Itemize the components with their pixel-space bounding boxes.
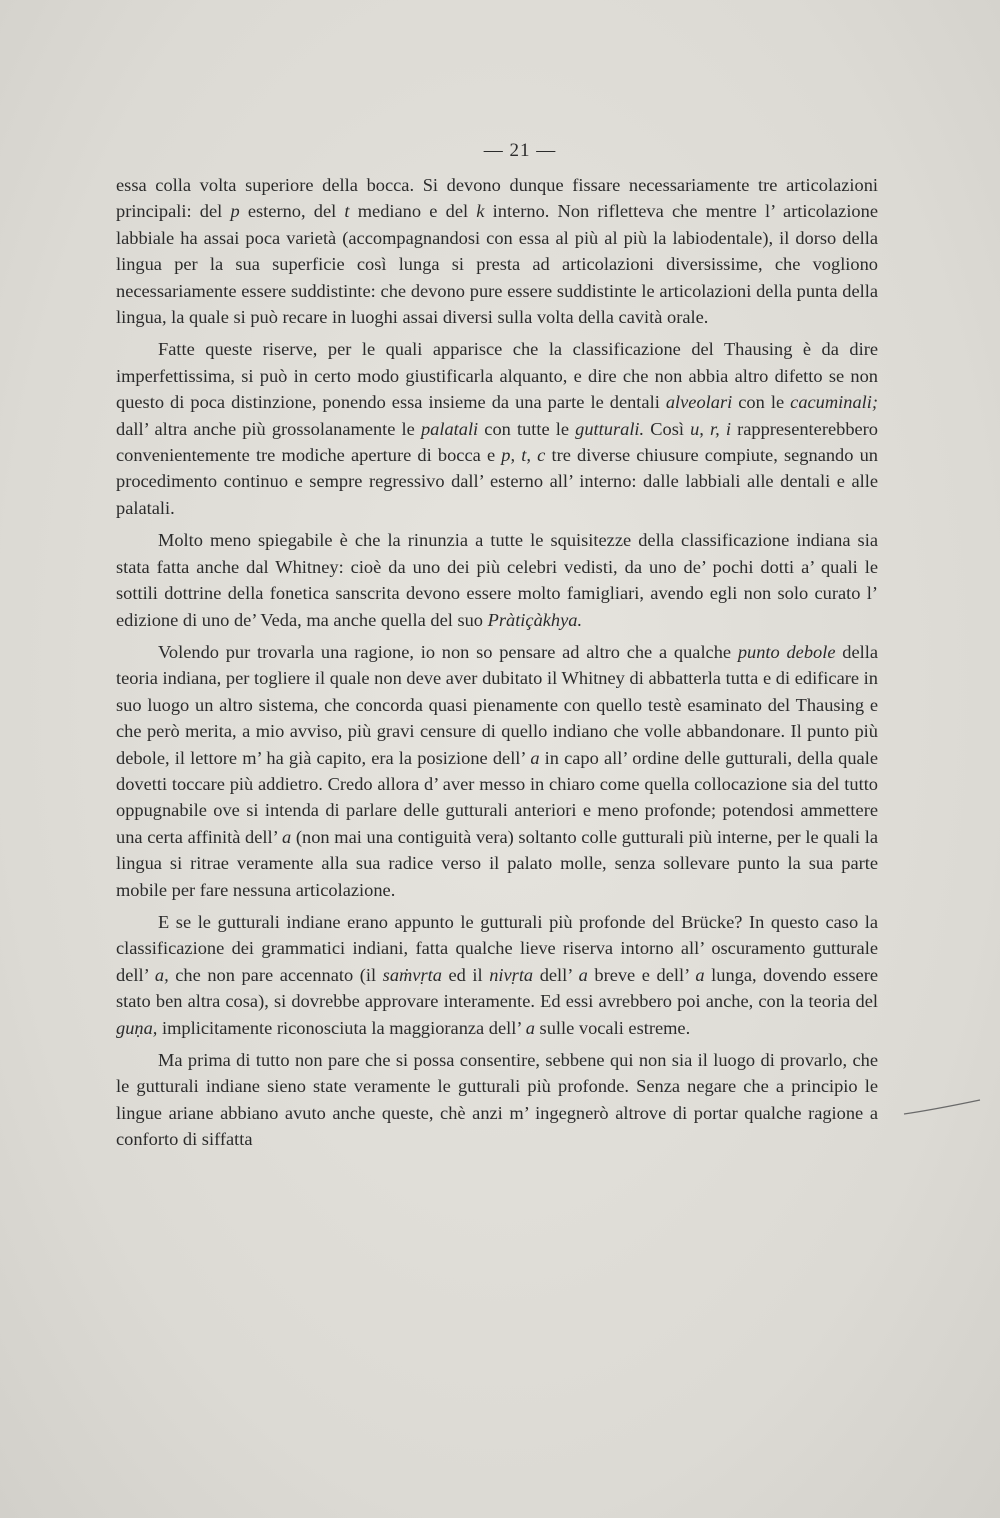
paragraph-2 <box>116 336 878 521</box>
text-run: Così <box>644 418 691 439</box>
paragraph-3 <box>116 527 878 633</box>
text-run: che non pare accennato (il <box>168 964 383 985</box>
text-run: implicitamente riconosciuta la maggioranza dell’ <box>157 1017 526 1038</box>
paragraph-5 <box>116 909 878 1041</box>
text-run: interno. Non rifletteva che mentre l’ articolazione labbiale ha assai poca varietà (accompagnandosi con essa al più al più la labiodentale), il dorso della lingua per la sua superficie così lunga si presta ad articolazioni diversissime, che vogliono necessariamente essere suddistinte: che devono pure essere suddistinte le articolazioni della punta della lingua, la quale si può recare in luoghi assai diversi sulla volta della cavità orale. <box>116 201 878 328</box>
text-run: tre diverse chiusure compiute, segnando un procedimento continuo e sempre regressivo dall’ esterno all’ interno: dalle labbiali alle dentali e alle palatali. <box>116 445 879 518</box>
italic-run: saṁvṛta <box>382 964 442 985</box>
text-run: rappresenterebbero convenientemente tre modiche aperture di bocca e <box>116 418 878 466</box>
text-run: ed il <box>441 964 490 985</box>
text-run: E se le gutturali indiane erano appunto le gutturali più profonde del Brücke? In questo caso la classificazione dei grammatici indiani, fatta qualche lieve riserva intorno all’ oscuramento gutturale dell’ <box>116 911 878 985</box>
italic-run: a <box>578 964 588 985</box>
pencil-margin-mark <box>902 1090 982 1130</box>
body-text <box>116 172 878 1153</box>
italic-run: p <box>230 201 240 222</box>
italic-run: k <box>476 201 485 222</box>
text-run: mediano e del <box>349 201 477 222</box>
text-run: con tutte le <box>478 418 576 439</box>
italic-run: a <box>695 964 705 985</box>
text-run: Fatte queste riserve, per le quali apparisce che la classificazione del Thausing è da dire imperfettissima, si può in certo modo giustificarla alquanto, e dire che non abbia altro difetto se non questo di poca distinzione, ponendo essa insieme da una parte le dentali <box>116 339 878 413</box>
text-run: dall’ altra anche più grossolanamente le <box>116 418 421 439</box>
text-run: Volendo pur trovarla una ragione, io non so pensare ad altro che a qualche <box>158 641 738 662</box>
text-run: breve e dell’ <box>587 964 696 985</box>
italic-run: t <box>344 201 350 222</box>
italic-run: alveolari <box>665 392 733 413</box>
text-run: Ma prima di tutto non pare che si possa consentire, sebbene qui non sia il luogo di provarlo, che le gutturali indiane sieno state veramente le gutturali più profonde. Senza negare che a principio le lingue ariane abbiano avuto anche queste, chè anzi m’ ingegnerò altrove di portar qualche ragione a conforto di siffatta <box>116 1050 878 1150</box>
paragraph-4 <box>116 639 878 903</box>
italic-run: cacuminali; <box>790 392 878 413</box>
italic-run: nivṛta <box>489 964 534 985</box>
text-run: Molto meno spiegabile è che la rinunzia a tutte le squisitezze della classificazione indiana sia stata fatta anche dal Whitney: cioè da uno dei più celebri vedisti, da uno de’ pochi dotti a’ quali le sottili dottrine della fonetica sanscrita devono essere molto famigliari, avendo egli non solo curato l’ edizione di uno de’ Veda, ma anche quella del suo <box>116 530 878 630</box>
italic-run: gutturali. <box>575 418 645 439</box>
text-run: della teoria indiana, per togliere il quale non deve aver dubitato il Whitney di abbatterla tutta e di edificare in suo luogo un altro sistema, che concorda quasi pienamente con quello testè esaminato del Thausing e che però merita, a mio avviso, più gravi censure di quello indiano che volle abbandonare. Il punto più debole, il lettore m’ ha già capito, era la posizione dell’ <box>116 641 878 768</box>
italic-run: a <box>282 826 292 847</box>
paragraph-1 <box>116 172 878 330</box>
text-run: lunga, dovendo essere stato ben altra cosa), si dovrebbe approvare interamente. Ed essi avrebbero poi anche, con la teoria del <box>116 964 879 1012</box>
text-run: con le <box>732 392 791 413</box>
paragraph-6 <box>116 1047 878 1153</box>
italic-run: punto debole <box>737 641 836 662</box>
text-run: (non mai una contiguità vera) soltanto colle gutturali più interne, per le quali la lingua si ritrae veramente alla sua radice verso il palato molle, senza sollevare punto la sua parte mobile per fare nessuna articolazione. <box>116 826 878 900</box>
text-run: essa colla volta superiore della bocca. Si devono dunque fissare necessariamente tre articolazioni principali: del <box>116 175 878 222</box>
italic-run: a <box>525 1017 535 1038</box>
italic-run: a <box>530 747 540 768</box>
italic-run: Pràtiçàkhya. <box>487 609 583 630</box>
text-run: dell’ <box>533 964 579 985</box>
page-number: — 21 — <box>483 140 557 161</box>
text-run: sulle vocali estreme. <box>534 1017 691 1038</box>
italic-run: guṇa, <box>116 1017 158 1038</box>
text-run: esterno, del <box>239 201 345 222</box>
italic-run: palatali <box>420 418 479 439</box>
italic-run: a, <box>154 964 169 985</box>
italic-run: p, t, c <box>501 445 546 466</box>
italic-run: u, r, i <box>690 418 731 439</box>
text-run: in capo all’ ordine delle gutturali, della quale dovetti toccare più addietro. Credo allora d’ aver messo in chiaro come quella collocazione sia del tutto oppugnabile ove si intenda di parlare delle gutturali anteriori e meno profonde; potendosi ammettere una certa affinità dell’ <box>116 747 878 847</box>
